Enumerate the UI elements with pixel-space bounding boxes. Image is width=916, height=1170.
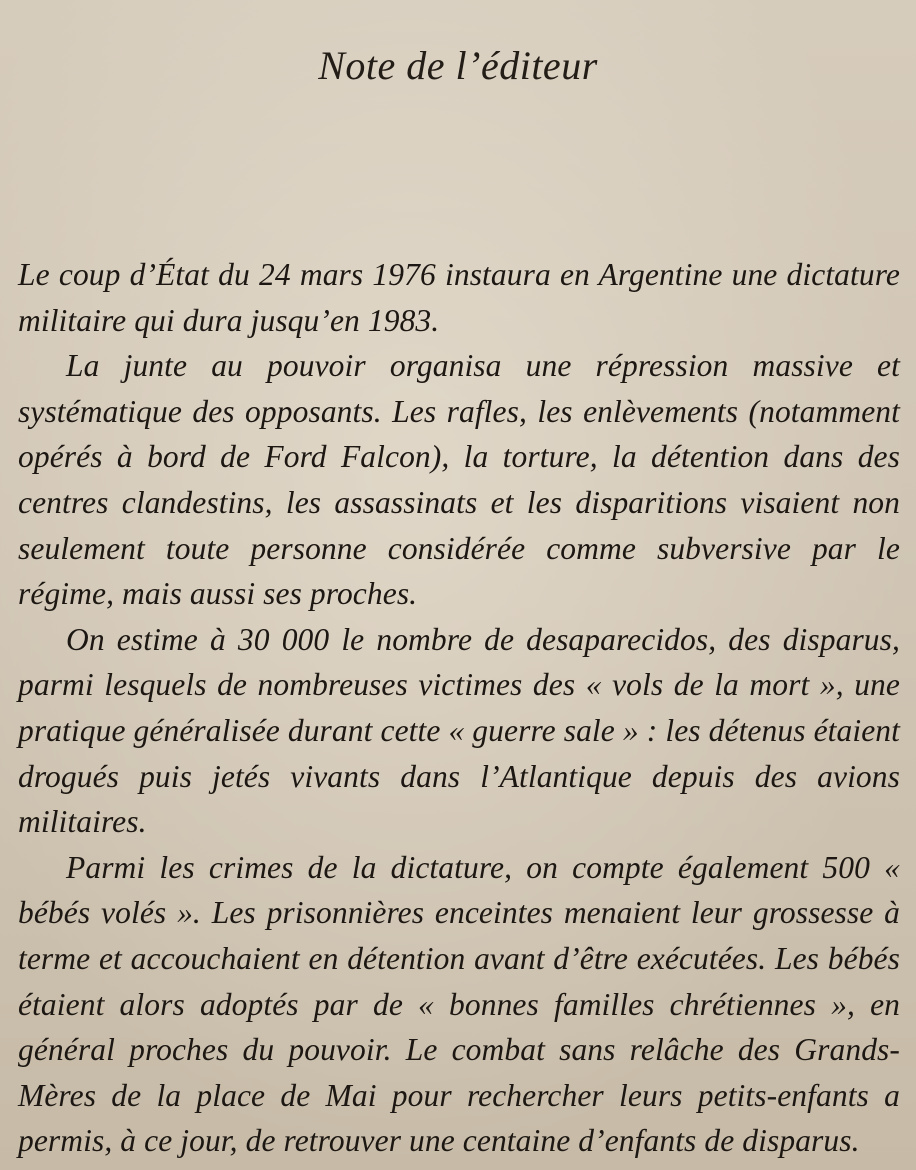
note-body bbox=[18, 252, 900, 1164]
page-title: Note de l’éditeur bbox=[318, 43, 598, 88]
paragraph-3: On estime à 30 000 le nombre de desaparecidos, des disparus, parmi lesquels de nombreuses victimes des « vols de la mort », une pratique généralisée durant cette « guerre sale » : les détenus étaient drogués puis jetés vivants dans l’Atlantique depuis des avions militaires. bbox=[18, 621, 900, 840]
paragraph-1: Le coup d’État du 24 mars 1976 instaura en Argentine une dictature militaire qui dura jusqu’en 1983. bbox=[18, 257, 900, 338]
paragraph-2: La junte au pouvoir organisa une répression massive et systématique des opposants. Les rafles, les enlèvements (notamment opérés à bord de Ford Falcon), la torture, la détention dans des centres clandestins, les assassinats et les disparitions visaient non seulement toute personne considérée comme subversive par le régime, mais aussi ses proches. bbox=[18, 348, 900, 612]
paragraph-4: Parmi les crimes de la dictature, on compte également 500 « bébés volés ». Les prisonnières enceintes menaient leur grossesse à terme et accouchaient en détention avant d’être exécutées. Les bébés étaient alors adoptés par de « bonnes familles chrétiennes », en général proches du pouvoir. Le combat sans relâche des Grands-Mères de la place de Mai pour rechercher leurs petits-enfants a permis, à ce jour, de retrouver une centaine d’enfants de disparus. bbox=[18, 849, 900, 1159]
